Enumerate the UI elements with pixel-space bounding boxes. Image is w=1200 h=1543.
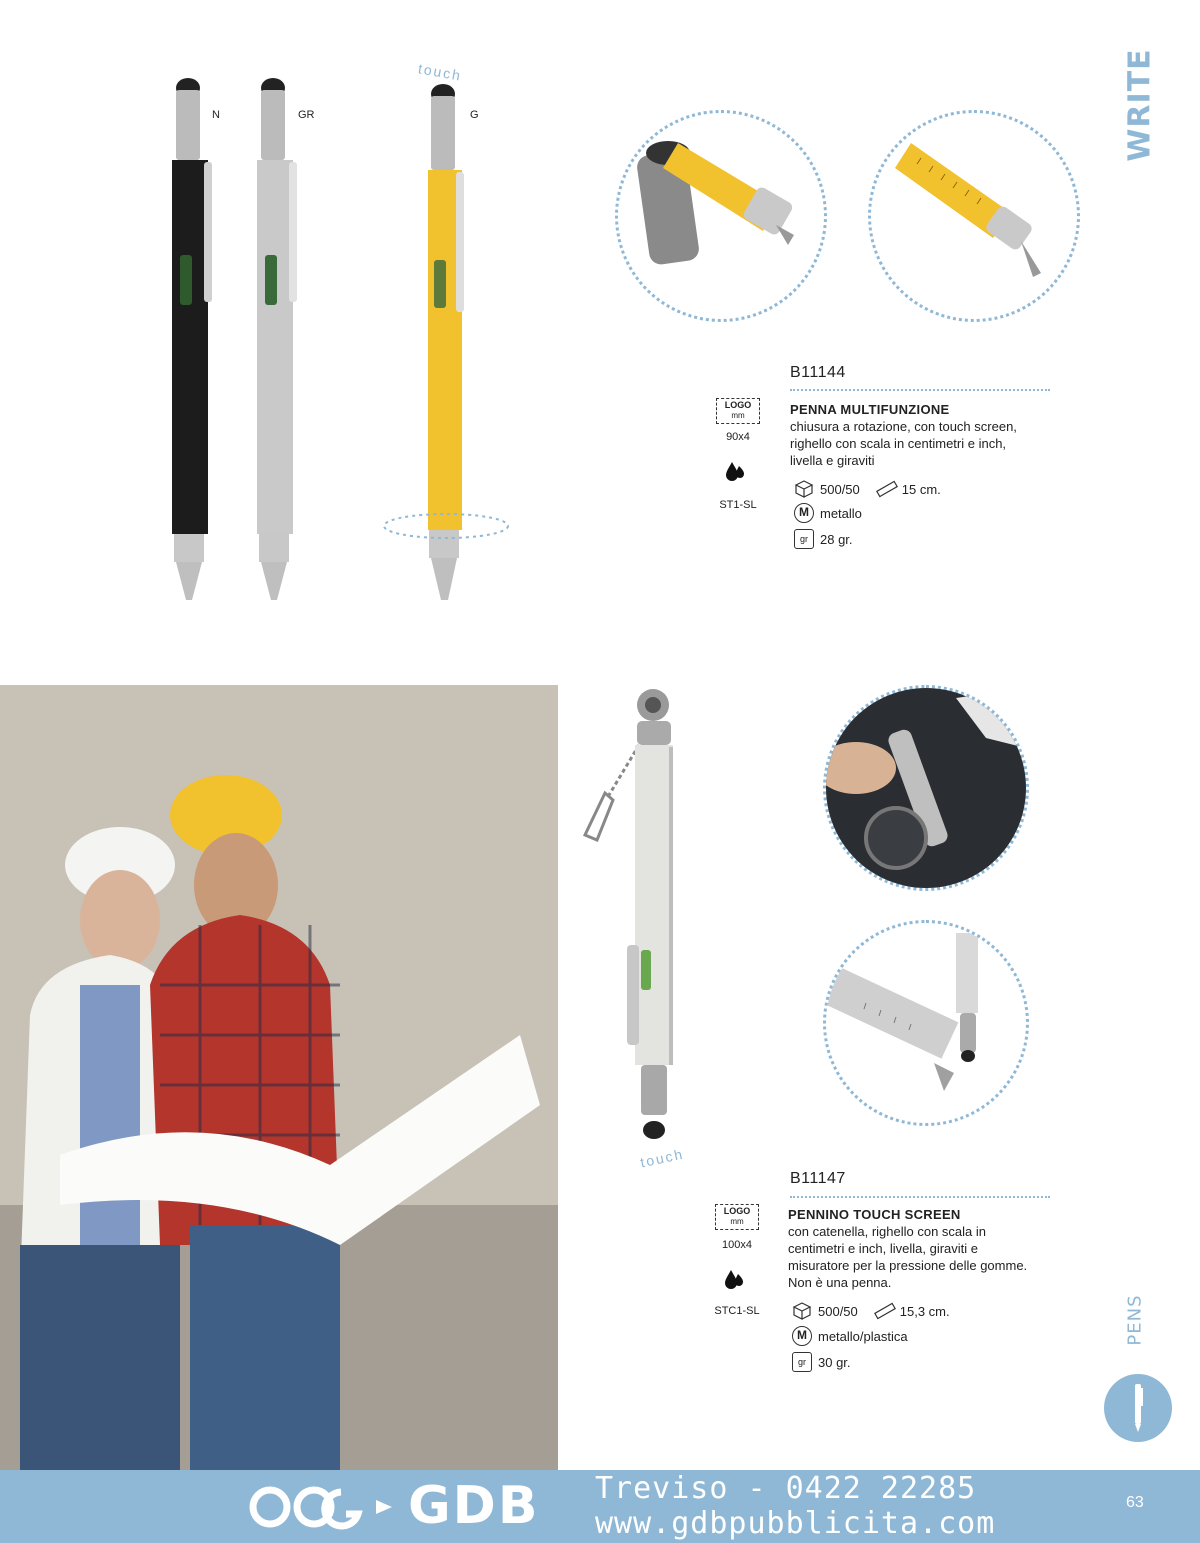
page-number: 63: [1126, 1494, 1144, 1511]
section-label: WRITE: [1122, 48, 1158, 162]
box-icon: [794, 479, 814, 499]
gdb-logo-icon: [246, 1482, 396, 1537]
product1-packaging: 500/50: [820, 481, 860, 497]
pen-icon: [1104, 1374, 1172, 1442]
product1-divider: [790, 389, 1050, 391]
variant-label-gr: GR: [298, 109, 315, 121]
product1-description: chiusura a rotazione, con touch screen, righello con scala in centimetri e inch, livella e giraviti: [790, 419, 1017, 468]
ruler-icon-2: [874, 1301, 894, 1321]
ink-drop-icon: [724, 460, 746, 489]
product1-code: B11144: [790, 364, 846, 381]
product2-weight-row: [792, 1352, 851, 1372]
product1-material: metallo: [820, 505, 862, 521]
product1-print-code: ST1-SL: [719, 499, 757, 511]
detail-circle-ruler: [868, 110, 1080, 322]
product2-divider: [790, 1196, 1050, 1198]
ruler-icon: [876, 479, 896, 499]
product1-photo: [150, 60, 530, 620]
logo-print-area-icon: [716, 398, 760, 424]
weight-badge-icon: gr: [794, 529, 814, 549]
logo-print-area-icon-2: [715, 1204, 759, 1230]
detail-circle-stylus: [823, 920, 1029, 1126]
logo-unit-2: mm: [730, 1217, 744, 1226]
product1-packaging-row: [794, 479, 941, 499]
footer-bar: [0, 1470, 1200, 1543]
material-badge-icon: M: [794, 503, 814, 523]
product2-title: PENNINO TOUCH SCREEN: [788, 1207, 961, 1222]
product2-code: B11147: [790, 1170, 846, 1187]
product1-material-row: [794, 503, 862, 523]
product2-length: 15,3 cm.: [899, 1303, 950, 1319]
product2-photo: [575, 685, 695, 1155]
variant-label-n: N: [212, 109, 220, 121]
category-tab-pens: [1120, 1285, 1150, 1355]
logo-word: LOGO: [724, 400, 752, 410]
category-label: PENS: [1124, 1294, 1146, 1346]
brand-name: GDB: [408, 1476, 540, 1536]
product1-logo-size: 90x4: [726, 431, 750, 443]
box-icon-2: [792, 1301, 812, 1321]
product2-logo-size: 100x4: [722, 1239, 752, 1251]
material-badge-icon-2: M: [792, 1326, 812, 1346]
ink-drop-icon-2: [723, 1268, 745, 1297]
weight-badge-icon-2: gr: [792, 1352, 812, 1372]
website-link[interactable]: www.gdbpubblicita.com: [595, 1506, 996, 1541]
detail-circle-tire-gauge: [823, 685, 1029, 891]
phone-line: Treviso - 0422 22285: [595, 1471, 977, 1506]
product2-packaging: 500/50: [818, 1303, 858, 1319]
product1-length: 15 cm.: [901, 481, 941, 497]
touch-label-2: touch: [638, 1145, 686, 1171]
touch-label: touch: [416, 60, 464, 84]
product1-weight: 28 gr.: [820, 531, 853, 547]
lifestyle-photo: [0, 685, 558, 1470]
product2-weight: 30 gr.: [818, 1354, 851, 1370]
product1-title: PENNA MULTIFUNZIONE: [790, 402, 950, 417]
detail-circle-screwdriver: [615, 110, 827, 322]
product2-print-code: STC1-SL: [714, 1305, 760, 1317]
product1-weight-row: [794, 529, 853, 549]
variant-label-g: G: [470, 109, 479, 121]
section-tab-write: [1120, 50, 1160, 160]
product2-material: metallo/plastica: [818, 1328, 908, 1344]
product2-description: con catenella, righello con scala in centimetri e inch, livella, giraviti e misuratore per la pressione delle gomme. Non è una penna.: [788, 1224, 1028, 1290]
product2-packaging-row: [792, 1301, 950, 1321]
logo-word-2: LOGO: [723, 1206, 751, 1216]
product2-material-row: [792, 1326, 908, 1346]
logo-unit: mm: [731, 411, 745, 420]
